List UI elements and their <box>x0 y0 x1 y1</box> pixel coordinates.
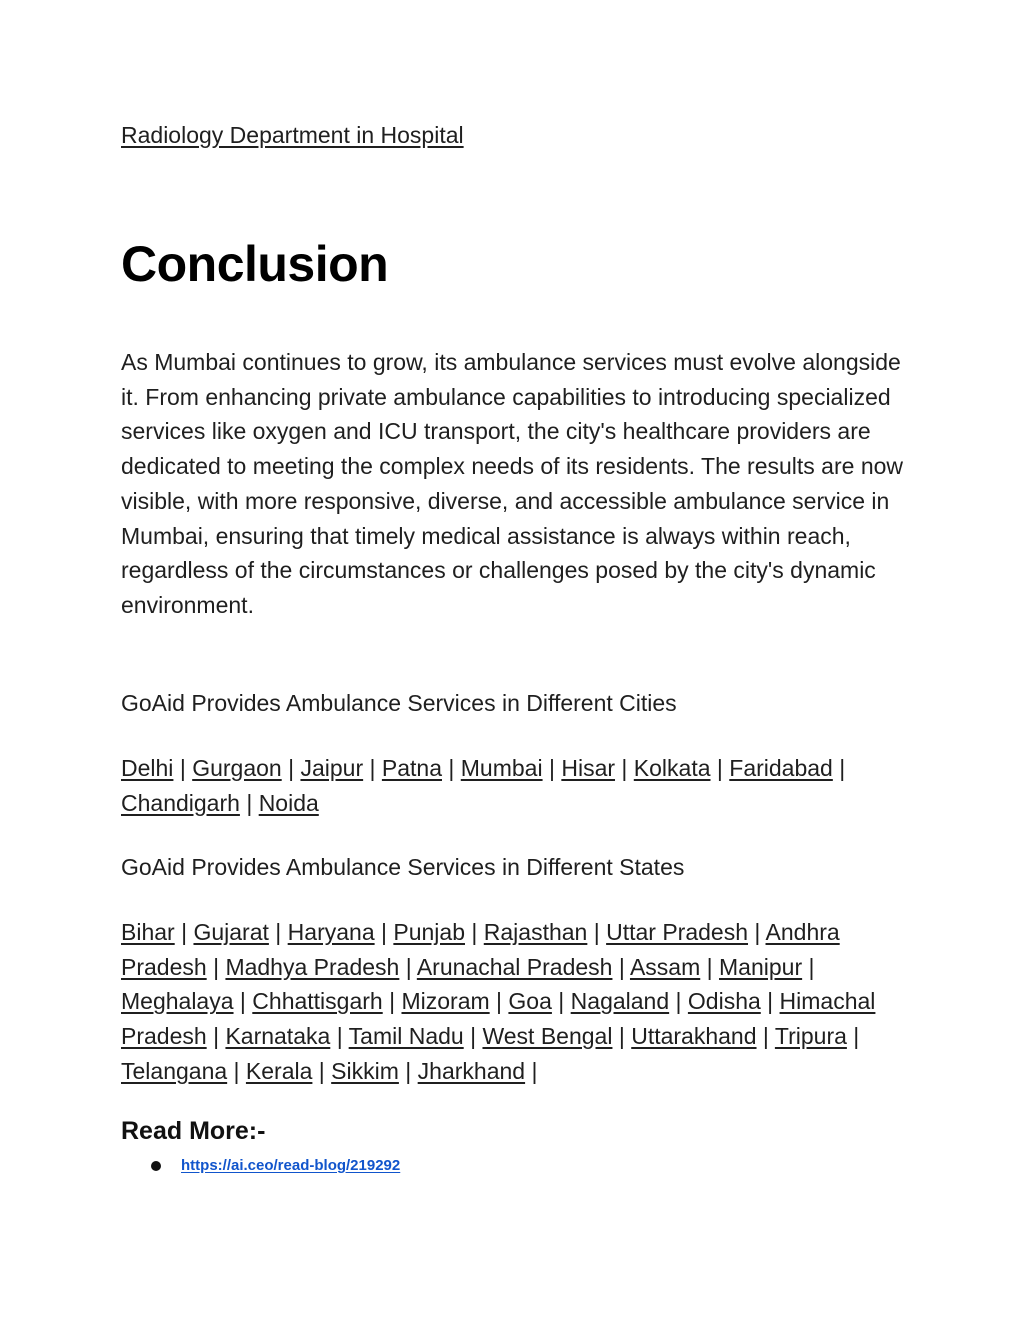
separator: | <box>531 1057 538 1084</box>
state-link-goa[interactable]: Goa <box>508 988 552 1015</box>
separator: | <box>246 789 253 816</box>
cities-title: GoAid Provides Ambulance Services in Different Cities <box>121 690 677 716</box>
separator: | <box>716 755 723 781</box>
separator: | <box>239 988 246 1015</box>
state-link-telangana[interactable]: Telangana <box>121 1057 228 1084</box>
separator: | <box>767 988 774 1015</box>
separator: | <box>618 1023 625 1050</box>
separator: | <box>471 919 478 945</box>
state-link-arunachal-pradesh[interactable]: Arunachal Pradesh <box>416 953 613 980</box>
state-link-haryana[interactable]: Haryana <box>287 919 375 945</box>
city-link-kolkata[interactable]: Kolkata <box>633 755 711 781</box>
read-more-list-item <box>151 1157 400 1174</box>
state-link-gujarat[interactable]: Gujarat <box>193 919 269 945</box>
bullet-icon <box>151 1161 161 1171</box>
separator: | <box>706 953 713 980</box>
city-link-faridabad[interactable]: Faridabad <box>729 755 833 781</box>
separator: | <box>618 953 625 980</box>
city-link-noida[interactable]: Noida <box>258 789 319 816</box>
separator: | <box>389 988 396 1015</box>
separator: | <box>179 755 186 781</box>
read-more-heading: Read More:- <box>121 1117 266 1145</box>
separator: | <box>233 1057 240 1084</box>
separator: | <box>762 1023 769 1050</box>
conclusion-paragraph: As Mumbai continues to grow, its ambulance services must evolve alongside it. From enhancing private ambulance capabilities to introducing specialized services like oxygen and ICU transport, the city's healthcare providers are dedicated to meeting the complex needs of its residents. The results are now visible, with more responsive, diverse, and accessible ambulance service in Mumbai, ensuring that timely medical assistance is always within reach, regardless of the circumstances or challenges posed by the city's dynamic environment. <box>121 349 904 618</box>
state-link-manipur[interactable]: Manipur <box>719 953 803 980</box>
city-link-chandigarh[interactable]: Chandigarh <box>121 789 240 816</box>
state-link-kerala[interactable]: Kerala <box>245 1057 313 1084</box>
states-link-list <box>121 915 906 1089</box>
separator: | <box>548 755 555 781</box>
separator: | <box>853 1023 860 1050</box>
separator: | <box>369 755 376 781</box>
state-link-assam[interactable]: Assam <box>629 953 701 980</box>
separator: | <box>593 919 600 945</box>
state-link-odisha[interactable]: Odisha <box>687 988 761 1015</box>
separator: | <box>275 919 282 945</box>
state-link-uttar-pradesh[interactable]: Uttar Pradesh <box>606 919 749 945</box>
separator: | <box>288 755 295 781</box>
states-title: GoAid Provides Ambulance Services in Different States <box>121 854 685 880</box>
state-link-mizoram[interactable]: Mizoram <box>401 988 490 1015</box>
separator: | <box>336 1023 343 1050</box>
state-link-chhattisgarh[interactable]: Chhattisgarh <box>252 988 383 1015</box>
separator: | <box>808 953 815 980</box>
separator: | <box>405 953 412 980</box>
city-link-hisar[interactable]: Hisar <box>561 755 616 781</box>
state-link-tripura[interactable]: Tripura <box>774 1023 847 1050</box>
city-link-mumbai[interactable]: Mumbai <box>460 755 543 781</box>
conclusion-heading: Conclusion <box>121 236 389 292</box>
state-link-himachal-pradesh[interactable]: Himachal Pradesh <box>121 988 876 1050</box>
separator: | <box>381 919 387 945</box>
city-link-jaipur[interactable]: Jaipur <box>300 755 364 781</box>
separator: | <box>558 988 565 1015</box>
separator: | <box>405 1057 412 1084</box>
radiology-department-link[interactable]: Radiology Department in Hospital <box>121 122 464 148</box>
separator: | <box>621 755 628 781</box>
separator: | <box>213 1023 220 1050</box>
city-link-delhi[interactable]: Delhi <box>121 755 174 781</box>
state-link-meghalaya[interactable]: Meghalaya <box>121 988 234 1015</box>
state-link-punjab[interactable]: Punjab <box>393 919 465 945</box>
separator: | <box>318 1057 325 1084</box>
state-link-uttarakhand[interactable]: Uttarakhand <box>631 1023 757 1050</box>
state-link-west-bengal[interactable]: West Bengal <box>482 1023 613 1050</box>
state-link-sikkim[interactable]: Sikkim <box>331 1057 399 1084</box>
separator: | <box>448 755 455 781</box>
separator: | <box>181 919 188 945</box>
city-link-patna[interactable]: Patna <box>381 755 442 781</box>
separator: | <box>754 919 761 945</box>
state-link-tamil-nadu[interactable]: Tamil Nadu <box>348 1023 464 1050</box>
state-link-jharkhand[interactable]: Jharkhand <box>417 1057 526 1084</box>
state-link-bihar[interactable]: Bihar <box>121 919 175 945</box>
separator: | <box>213 953 220 980</box>
city-link-gurgaon[interactable]: Gurgaon <box>192 755 282 781</box>
separator: | <box>839 755 846 781</box>
read-blog-link[interactable]: https://ai.ceo/read-blog/219292 <box>181 1157 401 1174</box>
state-link-rajasthan[interactable]: Rajasthan <box>483 919 588 945</box>
separator: | <box>470 1023 477 1050</box>
separator: | <box>675 988 682 1015</box>
state-link-andhra-pradesh[interactable]: Andhra Pradesh <box>121 919 840 980</box>
state-link-madhya-pradesh[interactable]: Madhya Pradesh <box>225 953 400 980</box>
separator: | <box>496 988 503 1015</box>
state-link-karnataka[interactable]: Karnataka <box>225 1023 331 1050</box>
cities-link-list <box>121 751 906 820</box>
state-link-nagaland[interactable]: Nagaland <box>570 988 670 1015</box>
